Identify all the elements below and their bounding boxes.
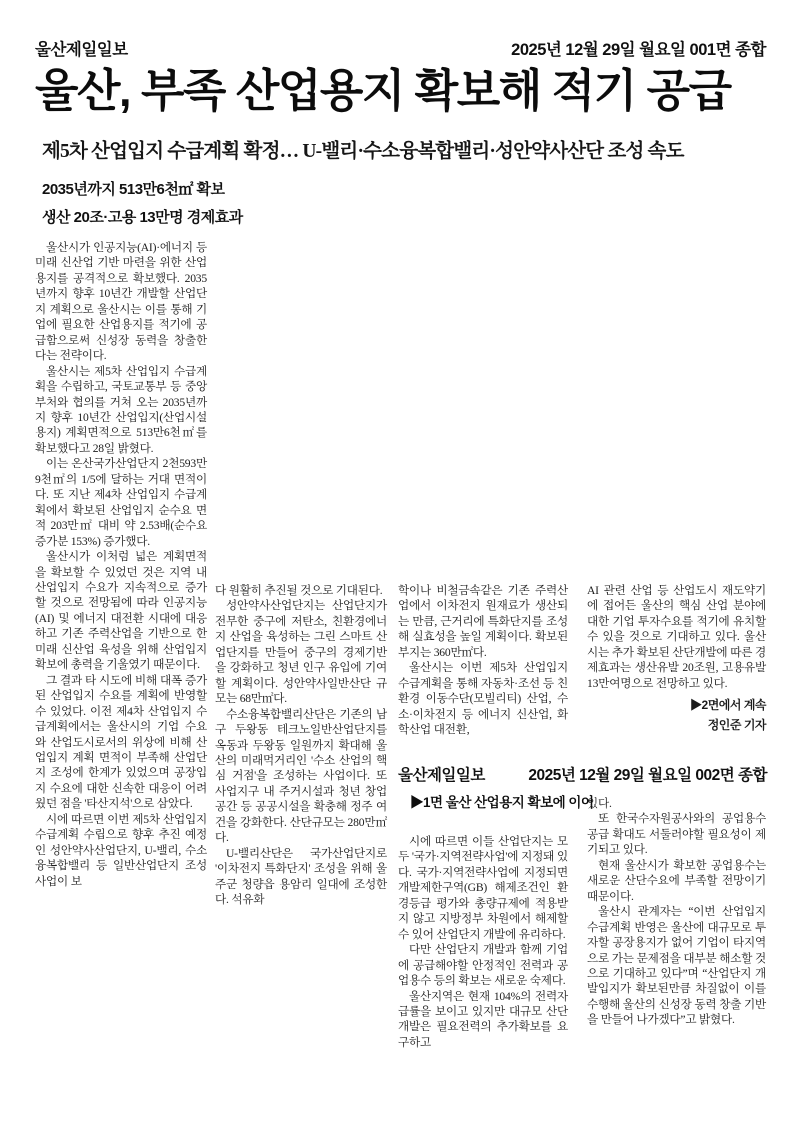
article1-headline: 울산, 부족 산업용지 확보해 적기 공급 [35,65,731,116]
article1-column-4 [587,583,766,763]
paragraph-continuation: 다 원활히 추진될 것으로 기대된다. [215,584,383,597]
paragraph: 울산시 관계자는 “이번 산업입지 수급계획 반영은 울산에 대규모로 투자할 공장용지가 없어 기업이 타지역으로 가는 문제점을 대부분 해소할 것으로 기대하고 있다”며 “산업단지 개발입지가 확보된만큼 차질없이 이를 수행해 울산의 신성장 동력 창출 기반을 만들어 나가겠다”고 밝혔다. [587,905,766,1027]
paper-name: 울산제일일보 [35,41,128,59]
paragraph: 그 결과 타 시도에 비해 대폭 증가된 산업입지 수요를 계획에 반영할 수 있었다. 이전 제4차 산업입지 수급계획에서는 울산시의 기업 수요와 산업도시로서의 위상에 비해 산업입지 계획 면적이 부족해 산업단지 조성에 한계가 있었으며 공장입지 수요에 대한 신속한 대응이 어려웠던 점을 '타산지석'으로 삼았다. [35,673,207,811]
article2-lead: ▶1면 울산 산업용지 확보에 이어 [410,795,594,810]
paper-name: 울산제일일보 [398,767,485,784]
paragraph: 울산지역은 현재 104%의 전력자급률을 보이고 있지만 대규모 산단개발은 필요전력의 추가확보를 요구하고 [398,989,568,1049]
paragraph: 울산시가 이처럼 넓은 계획면적을 확보할 수 있었던 것은 지역 내 산업입지 수요가 지속적으로 증가할 것으로 전망됨에 따라 인공지능(AI) 및 에너지 대전환 시대에 대응하고 기존 주력산업을 기반으로 한 미래 신산업 육성을 위해 산업입지 확보에 총력을 기울였기 때문이다. [35,550,207,672]
article2-column-2 [587,796,766,1096]
paragraph: 시에 따르면 이들 산업단지는 모두 '국가·지역전략사업'에 지정돼 있다. 국가·지역전략사업에 지정되면 개발제한구역(GB) 해제조건인 환경등급 평가와 총량규제에 적용받지 않고 지방정부 차원에서 해제할 수 있어 산업단지 개발에 유리하다. [398,835,568,941]
article1-column-1 [35,240,207,888]
deck-line: 2035년까지 513만6천㎡ 확보 [42,181,225,198]
page1-masthead [35,36,766,60]
paragraph: 이는 온산국가산업단지 2천593만9천㎡의 1/5에 달하는 거대 면적이다. 또 지난 제4차 산업입지 수급계획에서 확보된 산업입지 순수요 면적 203만㎡ 대비 약 2.53배(순수요 증가분 153%) 증가했다. [35,457,207,548]
article1-subheadline: 제5차 산업입지 수급계획 확정… U-밸리·수소융복합밸리·성안약사산단 조성 속도 [42,141,684,162]
paragraph-continuation: AI 관련 산업 등 산업도시 재도약기에 접어든 울산의 핵심 산업 분야에 대한 기업 투자수요를 적기에 유치할 수 있을 것으로 기대하고 있다. 울산시는 추가 확보된 산단개발에 따른 경제효과는 생산유발 20조원, 고용유발 13만여명으로 전망하고 있다. [587,584,766,690]
paragraph: 울산시는 이번 제5차 산업입지 수급계획을 통해 자동차·조선 등 친환경 이동수단(모빌리티) 산업, 수소·이차전지 등 에너지 신산업, 화학산업 대전환, [398,661,568,737]
paragraph-continuation: 있다. [587,797,612,810]
paragraph: 울산시가 인공지능(AI)·에너지 등 미래 신산업 기반 마련을 위한 산업용지를 공격적으로 확보했다. 2035년까지 향후 10년간 개발할 산업단지 계획으로 울산시는 이를 통해 기업에 필요한 산업용지를 적기에 공급함으로써 신성장 동력을 창출한다는 전략이다. [35,241,207,363]
paragraph: 울산시는 제5차 산업입지 수급계획을 수립하고, 국토교통부 등 중앙부처와 협의를 거쳐 오는 2035년까지 향후 10년간 산업입지(산업시설용지) 계획면적으로 513만6천㎡를 확보했다고 28일 밝혔다. [35,364,207,455]
paragraph: 수소융복합밸리산단은 기존의 남구 두왕동 테크노일반산업단지를 옥동과 두왕동 일원까지 확대해 울산의 미래먹거리인 '수소 산업의 핵심 거점'을 조성하는 사업이다. 또 사업지구 내 주거시설과 청년 창업 공간 등 공공시설을 확충해 정주 여건을 강화한다. 산단규모는 280만㎡다. [215,707,387,845]
edition-info: 2025년 12월 29일 월요일 001면 종합 [511,41,766,59]
article1-column-2 [215,583,387,907]
deck-line: 생산 20조·고용 13만명 경제효과 [42,209,243,226]
paragraph: 성안약사산업단지는 산업단지가 전무한 중구에 저탄소, 친환경에너지 산업을 육성하는 그린 스마트 산업단지를 만들어 중구의 경제기반을 강화하고 청년 인구 유입에 기여할 계획이다. 성안약사일반산단 규모는 68만㎡다. [215,599,387,706]
paragraph: 다만 산업단지 개발과 함께 기업에 공급해야할 안정적인 전력과 공업용수 등의 확보는 새로운 숙제다. [398,943,568,988]
paragraph: 또 한국수자원공사와의 공업용수 공급 확대도 서둘러야할 필요성이 제기되고 있다. [587,812,766,857]
byline: 정인준 기자 [707,717,766,732]
article2-column-1 [398,794,594,1094]
edition-info: 2025년 12월 29일 월요일 002면 종합 [528,767,767,784]
paragraph: 시에 따르면 이번 제5차 산업입지 수급계획 수립으로 향후 추진 예정인 성안약사산업단지, U-밸리, 수소융복합밸리 등 일반산업단지 조성 사업이 보 [35,812,207,888]
paragraph: U-밸리산단은 국가산업단지로 '이차전지 특화단지' 조성을 위해 울주군 청량읍 용암리 일대에 조성한다. 석유화 [215,846,387,907]
page2-masthead [398,763,767,785]
continued-on-note: ▶2면에서 계속 [690,698,766,713]
paragraph-continuation: 학이나 비철금속같은 기존 주력산업에서 이차전지 원재료가 생산되는 만큼, 근거리에 특화단지를 조성해 실효성을 높일 계획이다. 확보된 부지는 360만㎡다. [398,584,568,659]
article1-column-3 [398,583,568,748]
article1-deck [42,176,243,232]
paragraph: 현재 울산시가 확보한 공업용수는 새로운 산단수요에 부족할 전망이기 때문이다. [587,858,766,903]
